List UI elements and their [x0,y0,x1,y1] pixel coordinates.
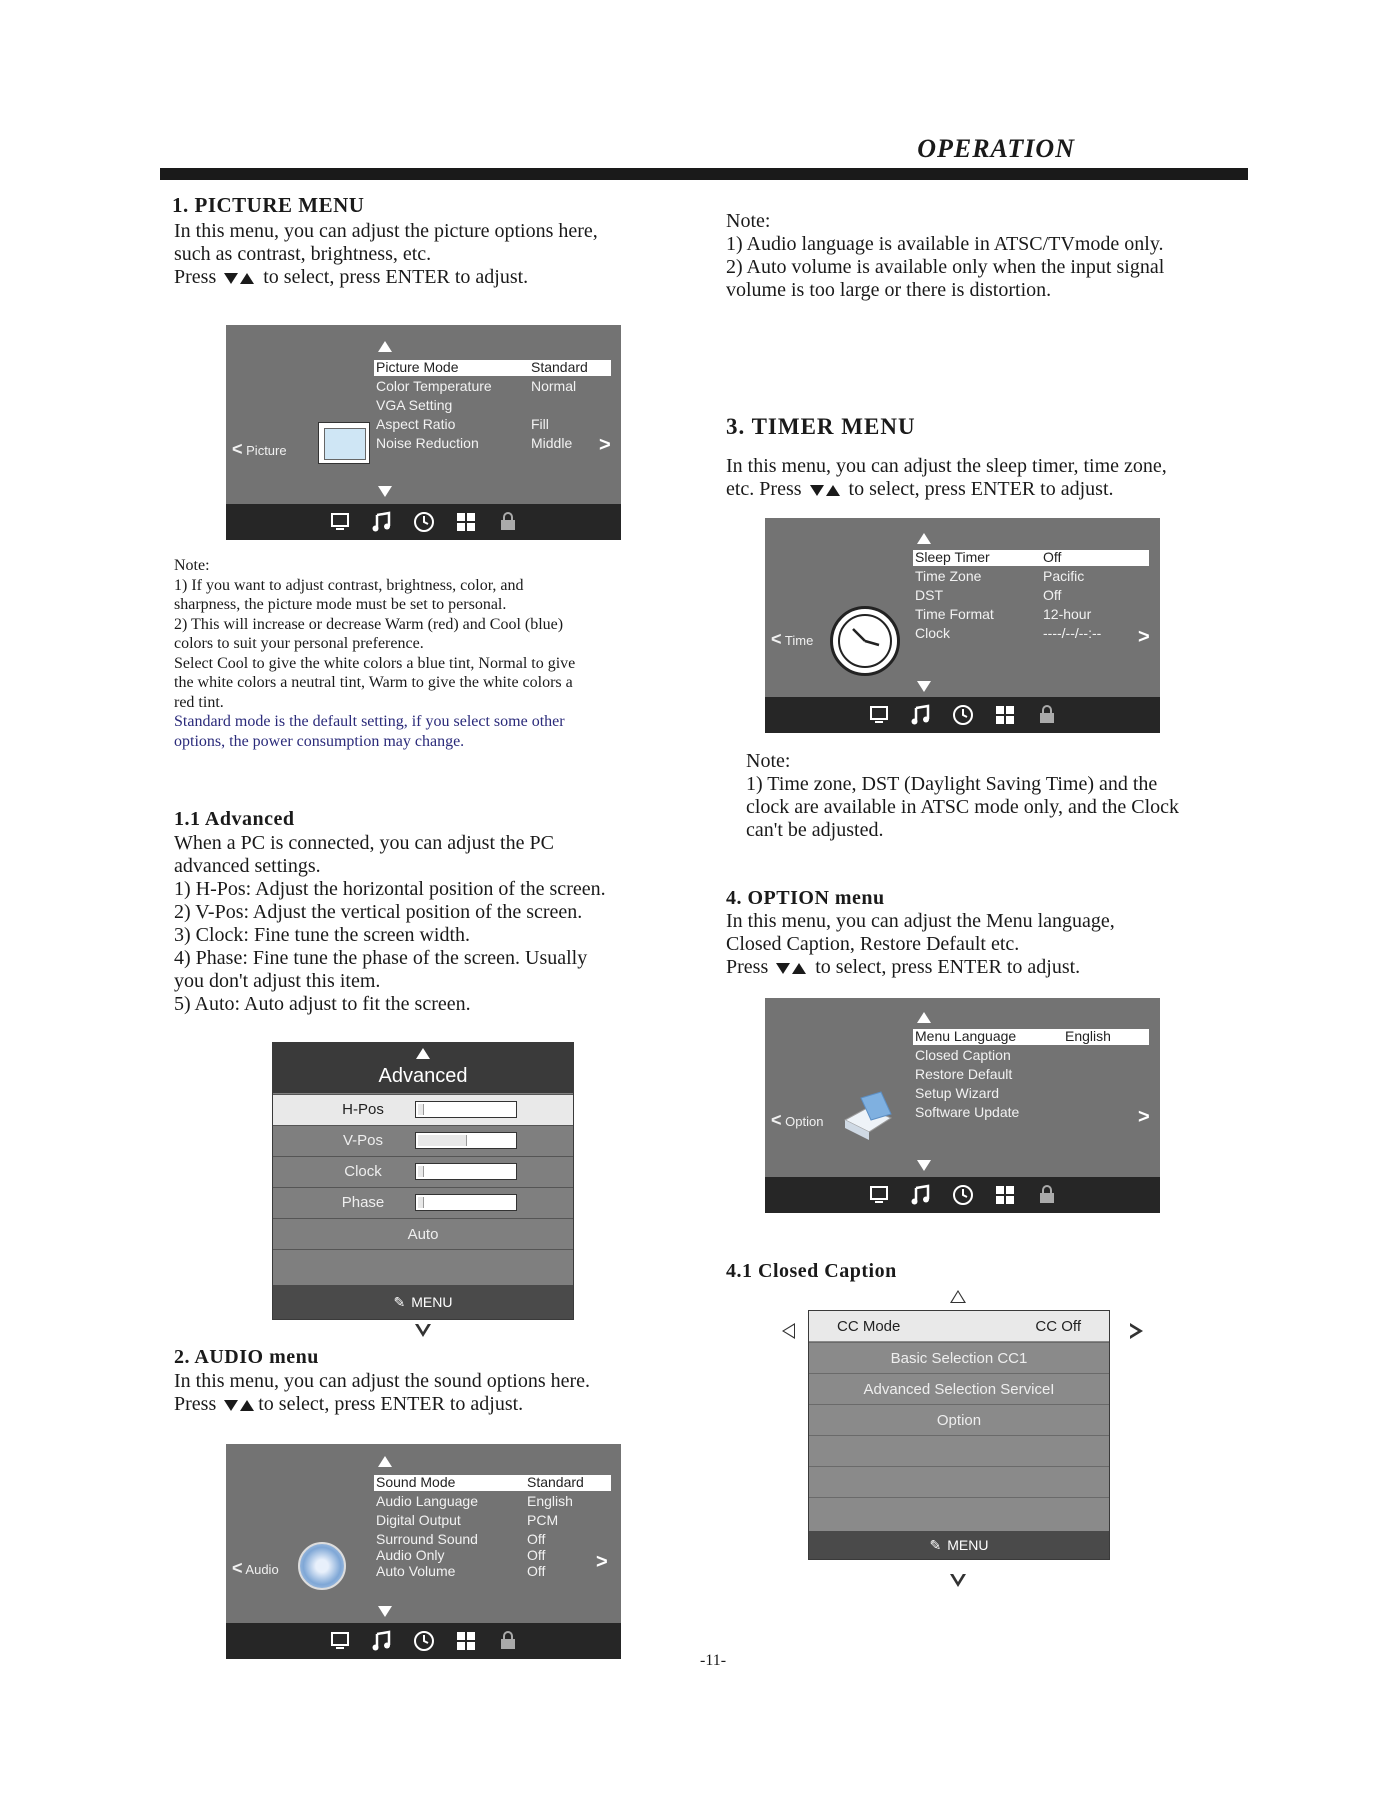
empty-row [809,1497,1109,1528]
timer-osd [765,518,1160,733]
picture-tab-icon[interactable] [868,1184,890,1206]
osd-menu-row[interactable] [374,1564,611,1580]
option-tab-icon[interactable] [994,704,1016,726]
menu-footer[interactable] [809,1531,1109,1559]
sound-tab-icon[interactable] [910,1184,932,1206]
osd-menu-row[interactable] [374,436,611,452]
slider-track[interactable] [415,1163,517,1180]
picture-tab-icon[interactable] [329,511,351,533]
picture-intro: In this menu, you can adjust the picture options here, such as contrast, brightness, etc. [174,220,598,265]
clock-category-icon [830,606,900,676]
press-word: Press [726,956,769,978]
advanced-slider-row[interactable] [273,1094,573,1125]
cc-mode-label: CC Mode [837,1317,901,1335]
osd-menu-row[interactable] [374,417,611,433]
osd-row-label: Aspect Ratio [376,416,456,432]
osd-menu-row[interactable] [374,1475,611,1491]
slider-label: Clock [344,1163,382,1180]
scroll-up-icon[interactable] [917,1012,931,1023]
timer-tab-icon[interactable] [413,1630,435,1652]
osd-menu-row[interactable] [913,588,1149,604]
audio-osd [226,1444,621,1659]
osd-menu-row[interactable] [374,1494,611,1510]
osd-menu-row[interactable] [913,569,1149,585]
scroll-down-icon[interactable] [917,681,931,692]
timer-note: Note: 1) Time zone, DST (Daylight Saving Time) and the clock are available in ATSC mode only, and the Clock can't be adjusted. [746,750,1180,841]
slider-label: Phase [341,1194,385,1211]
osd-side-label: Option [785,1114,824,1129]
menu-label: MENU [947,1537,989,1553]
osd-row-value: PCM [527,1512,559,1528]
osd-row-label: Picture Mode [376,359,459,375]
audio-heading: 2. AUDIO menu [174,1346,319,1368]
slider-track[interactable] [415,1132,517,1149]
osd-menu-row[interactable] [374,360,611,376]
scroll-up-icon[interactable] [416,1048,430,1059]
empty-row [809,1466,1109,1497]
advanced-down-arrow-icon[interactable] [415,1324,431,1337]
page-header-title: OPERATION [917,134,1075,163]
osd-side-nav[interactable]: < Option [771,1110,824,1130]
osd-row-label: Color Temperature [376,378,492,394]
osd-row-label: Sound Mode [376,1474,456,1490]
lock-tab-icon[interactable] [1036,1184,1058,1206]
press-word: Press [174,1393,217,1415]
osd-row-value: ----/--/--:-- [1043,625,1102,641]
up-arrow-icon [792,963,806,974]
osd-row-label: Auto Volume [376,1563,456,1579]
slider-label: V-Pos [342,1132,384,1149]
osd-menu-row[interactable] [374,1513,611,1529]
picture-press-line [174,266,674,289]
next-arrow-icon[interactable]: > [596,1551,608,1573]
osd-menu-row[interactable] [374,379,611,395]
scroll-up-icon[interactable] [378,1456,392,1467]
sound-tab-icon[interactable] [371,1630,393,1652]
timer-tab-icon[interactable] [952,704,974,726]
cc-up-arrow-icon[interactable] [950,1290,966,1303]
osd-menu-row[interactable] [913,607,1149,623]
cc-mode-value: CC Off [1035,1317,1081,1335]
cc-menu-row[interactable]: Advanced Selection ServiceI [809,1373,1109,1404]
menu-footer[interactable] [273,1285,573,1319]
press-tail: to select, press ENTER to adjust. [848,478,1114,500]
picture-heading: 1. PICTURE MENU [172,193,365,217]
advanced-slider-row[interactable] [273,1187,573,1218]
picture-note: Note: 1) If you want to adjust contrast, brightness, color, and sharpness, the picture mode must be set to personal. 2) This will increase or decrease Warm (red) and Cool (blue) colors to suit your personal preference. Select Cool to give the white colors a blue tint, Normal to give the white colors a neutral tint, Warm to give the white colors a red tint. [174,557,576,711]
audio-category-icon [298,1542,346,1590]
auto-row[interactable] [273,1218,573,1249]
picture-osd [226,325,621,540]
osd-row-label: DST [915,587,943,603]
osd-row-value: Off [1043,549,1062,565]
picture-category-icon [318,422,370,464]
cc-mode-row[interactable] [809,1311,1109,1341]
next-arrow-icon[interactable]: > [599,434,611,456]
option-tab-icon[interactable] [994,1184,1016,1206]
option-tab-icon[interactable] [455,511,477,533]
osd-row-value: Off [1043,587,1062,603]
lock-tab-icon[interactable] [497,511,519,533]
osd-menu-row[interactable] [913,1029,1149,1045]
press-tail: to select, press ENTER to adjust. [263,266,529,288]
picture-tab-icon[interactable] [329,1630,351,1652]
lock-tab-icon[interactable] [1036,704,1058,726]
advanced-body: When a PC is connected, you can adjust the PC advanced settings. 1) H-Pos: Adjust the horizontal position of the screen. 2) V-Pos: Adjust the vertical position of the screen. 3) Clock: Fine tune the screen width. 4) Phase: Fine tune the phase of the screen. Usually you don't adjust this item. 5) Auto: Auto adjust to fit the screen. [174,832,606,1015]
osd-row-value: Standard [531,359,588,375]
osd-side-label: Picture [246,443,287,458]
osd-tab-bar [226,504,621,540]
osd-tab-bar [226,1623,621,1659]
osd-menu-row[interactable] [913,626,1149,642]
menu-hand-icon: ✎ [393,1293,406,1310]
osd-row-value: Off [527,1547,546,1563]
osd-menu-row[interactable] [913,1105,1149,1121]
scroll-down-icon[interactable] [378,1606,392,1617]
osd-row-value: Normal [531,378,577,394]
osd-row-label: Menu Language [915,1028,1017,1044]
cc-osd [808,1310,1110,1560]
slider-fill [418,1166,424,1177]
osd-menu-row[interactable] [913,1048,1149,1064]
advanced-slider-row[interactable] [273,1156,573,1187]
next-arrow-icon[interactable]: > [1138,1106,1150,1128]
option-heading: 4. OPTION menu [726,887,885,909]
osd-row-label: Sleep Timer [915,549,990,565]
osd-row-label: Surround Sound [376,1531,478,1547]
osd-row-value: English [527,1493,573,1509]
timer-tab-icon[interactable] [413,511,435,533]
page-number: -11- [700,1652,727,1669]
advanced-osd [272,1042,574,1320]
osd-row-value: Off [527,1531,546,1547]
osd-menu-row[interactable] [374,398,611,414]
option-press-line [726,956,1256,979]
menu-label: MENU [411,1294,453,1310]
scroll-up-icon[interactable] [378,341,392,352]
osd-row-label: Time Format [915,606,994,622]
scroll-down-icon[interactable] [378,486,392,497]
empty-row [809,1435,1109,1466]
cc-left-arrow-icon[interactable] [782,1323,795,1339]
osd-side-nav[interactable]: < Audio [232,1558,279,1578]
down-arrow-icon [810,485,824,496]
timer-tab-icon[interactable] [952,1184,974,1206]
osd-tab-bar [765,697,1160,733]
option-category-icon [841,1090,895,1142]
osd-row-label: Closed Caption [915,1047,1011,1063]
osd-row-label: Digital Output [376,1512,461,1528]
scroll-up-icon[interactable] [917,533,931,544]
osd-menu-row[interactable] [913,550,1149,566]
audio-intro: In this menu, you can adjust the sound options here. [174,1370,591,1392]
next-arrow-icon[interactable]: > [1138,626,1150,648]
option-intro: In this menu, you can adjust the Menu language, Closed Caption, Restore Default etc. [726,910,1115,955]
down-arrow-icon [224,273,238,284]
option-tab-icon[interactable] [455,1630,477,1652]
scroll-down-icon[interactable] [917,1160,931,1171]
osd-row-value: Middle [531,435,573,451]
osd-side-nav[interactable]: < Time [771,629,814,649]
slider-track[interactable] [415,1101,517,1118]
sound-tab-icon[interactable] [910,704,932,726]
osd-row-label: Clock [915,625,951,641]
osd-row-label: VGA Setting [376,397,453,413]
lock-tab-icon[interactable] [497,1630,519,1652]
osd-row-value: 12-hour [1043,606,1092,622]
osd-row-label: Software Update [915,1104,1020,1120]
osd-menu-row[interactable] [374,1548,611,1564]
osd-row-value: Pacific [1043,568,1085,584]
advanced-osd-header [273,1043,573,1093]
picture-note-blue: Standard mode is the default setting, if you select some other options, the power consumption may change. [174,713,565,750]
osd-row-value: Off [527,1563,546,1579]
slider-label: H-Pos [342,1101,384,1118]
advanced-heading: 1.1 Advanced [174,808,295,830]
osd-row-label: Setup Wizard [915,1085,1000,1101]
slider-fill [418,1104,424,1115]
osd-row-label: Noise Reduction [376,435,479,451]
advanced-osd-title: Advanced [378,1065,468,1087]
down-arrow-icon [224,1400,238,1411]
osd-row-value: Standard [527,1474,584,1490]
osd-menu-row[interactable] [374,1532,611,1548]
advanced-slider-row[interactable] [273,1125,573,1156]
slider-track[interactable] [415,1194,517,1211]
slider-fill [418,1197,424,1208]
picture-tab-icon[interactable] [868,704,890,726]
timer-heading: 3. TIMER MENU [726,414,916,439]
up-arrow-icon [240,1400,254,1411]
up-arrow-icon [826,485,840,496]
menu-hand-icon: ✎ [929,1536,942,1553]
cc-right-arrow-icon[interactable] [1130,1323,1143,1339]
osd-menu-row[interactable] [913,1086,1149,1102]
osd-side-label: Time [784,633,814,648]
osd-tab-bar [765,1177,1160,1213]
cc-menu-row[interactable]: Basic Selection CC1 [809,1342,1109,1373]
osd-row-value: Fill [531,416,549,432]
up-arrow-icon [240,273,254,284]
down-arrow-icon [776,963,790,974]
auto-label: Auto [407,1225,439,1243]
osd-side-label: Audio [245,1562,279,1577]
osd-row-label: Time Zone [915,568,982,584]
osd-row-label: Audio Language [376,1493,478,1509]
header-rule [160,168,1248,180]
press-tail: to select, press ENTER to adjust. [258,1393,524,1415]
osd-row-label: Audio Only [376,1547,445,1563]
osd-side-nav[interactable]: < Picture [232,439,287,459]
cc-down-arrow-icon[interactable] [950,1574,966,1587]
slider-fill [418,1135,467,1146]
osd-row-value: English [1065,1028,1111,1044]
press-word: Press [174,266,217,288]
option-osd [765,998,1160,1213]
audio-note: Note: 1) Audio language is available in ATSC/TVmode only. 2) Auto volume is available only when the input signal volume is too large or there is distortion. [726,210,1165,301]
empty-row [273,1249,573,1280]
timer-intro: In this menu, you can adjust the sleep timer, time zone, [726,455,1167,477]
cc-menu-row[interactable]: Option [809,1404,1109,1435]
press-tail: to select, press ENTER to adjust. [815,956,1081,978]
press-pre: etc. Press [726,478,802,500]
osd-row-label: Restore Default [915,1066,1013,1082]
cc-heading: 4.1 Closed Caption [726,1260,897,1282]
timer-press-line [726,478,1256,501]
audio-press-line [174,1393,694,1416]
sound-tab-icon[interactable] [371,511,393,533]
osd-menu-row[interactable] [913,1067,1149,1083]
